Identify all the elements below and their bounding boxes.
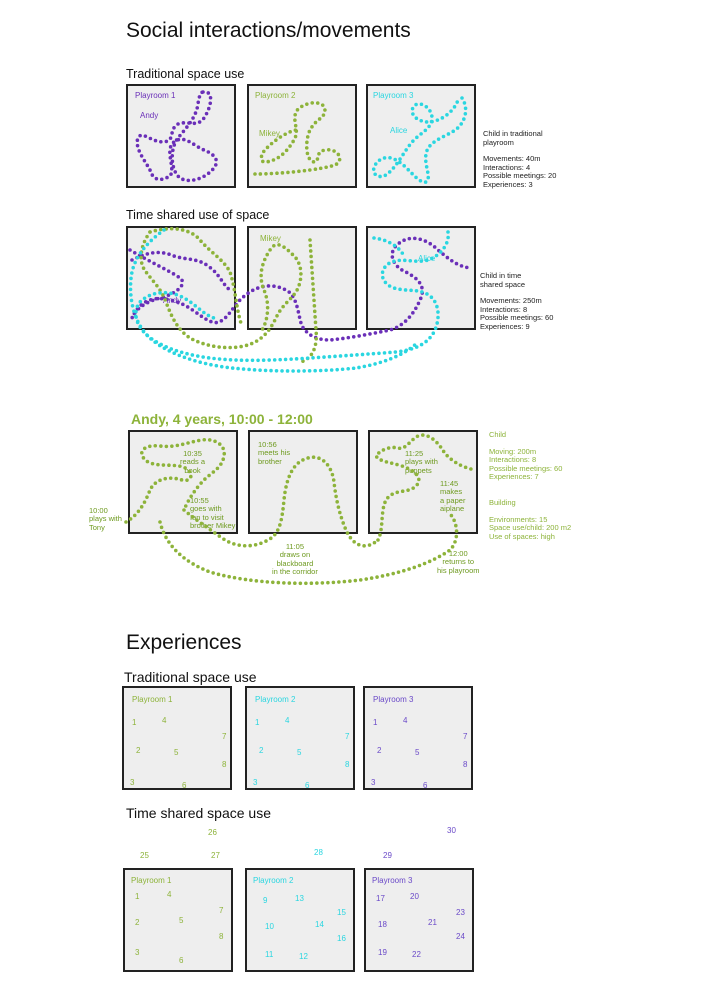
experience-number: 8 — [219, 932, 224, 941]
playroom-3-label: Playroom 3 — [373, 91, 414, 100]
experience-number: 3 — [130, 778, 135, 787]
experience-number: 16 — [337, 934, 346, 943]
alice-path — [374, 98, 466, 182]
exp-ts-room-label: Playroom 3 — [372, 876, 413, 885]
experience-number: 3 — [253, 778, 258, 787]
ts-mikey-path — [141, 232, 301, 348]
float-num: 28 — [314, 848, 323, 857]
event-1000: 10:00 plays with Tony — [89, 506, 122, 532]
float-num: 25 — [140, 851, 149, 860]
event-1035: 10:35 reads a book — [180, 449, 206, 475]
exp-traditional-heading: Traditional space use — [124, 669, 257, 685]
experience-number: 6 — [182, 781, 187, 790]
playroom-2-label: Playroom 2 — [255, 91, 296, 100]
timeshared-stats: Child in time shared space Movements: 250m Interactions: 8 Possible meetings: 60 Experiences: 9 — [480, 271, 554, 331]
exp-ts-room-label: Playroom 1 — [131, 876, 172, 885]
experience-number: 18 — [378, 920, 387, 929]
ts-alice-label: Alice — [418, 254, 436, 263]
mikey-path — [255, 103, 340, 174]
traditional-heading: Traditional space use — [126, 67, 245, 81]
experiences-title: Experiences — [126, 631, 242, 654]
experience-number: 21 — [428, 918, 437, 927]
float-num: 30 — [447, 826, 456, 835]
experience-number: 19 — [378, 948, 387, 957]
experience-number: 1 — [132, 718, 137, 727]
event-1056: 10:56 meets his brother — [258, 440, 291, 466]
experience-number: 6 — [179, 956, 184, 965]
experience-number: 8 — [463, 760, 468, 769]
experience-number: 3 — [135, 948, 140, 957]
experience-number: 5 — [415, 748, 420, 757]
experience-number: 20 — [410, 892, 419, 901]
andy-day-path — [126, 440, 224, 522]
experience-number: 23 — [456, 908, 465, 917]
experience-number: 2 — [135, 918, 140, 927]
experience-number: 7 — [345, 732, 350, 741]
andy-path — [137, 92, 216, 181]
ts-andy-path — [130, 238, 470, 340]
experience-number: 4 — [167, 890, 172, 899]
ts-andy-label: Andy — [163, 296, 182, 305]
ts-mikey-label: Mikey — [260, 234, 281, 243]
experience-number: 17 — [376, 894, 385, 903]
experience-number: 9 — [263, 896, 268, 905]
playroom-1-label: Playroom 1 — [135, 91, 176, 100]
event-1055: 10:55 goes with Ian to visit brother Mikey — [190, 496, 236, 531]
timeshared-heading: Time shared use of space — [126, 208, 270, 222]
experience-number: 2 — [259, 746, 264, 755]
experience-number: 6 — [305, 781, 310, 790]
experience-number: 1 — [373, 718, 378, 727]
float-num: 26 — [208, 828, 217, 837]
experience-number: 4 — [403, 716, 408, 725]
experience-number: 24 — [456, 932, 465, 941]
exp-trad-room-label: Playroom 3 — [373, 695, 414, 704]
experience-number: 4 — [285, 716, 290, 725]
experience-number: 8 — [345, 760, 350, 769]
building-stats: Building Environments: 15 Space use/child: 200 m2 Use of spaces: high — [489, 498, 572, 541]
exp-trad-room-label: Playroom 2 — [255, 695, 296, 704]
experience-number: 11 — [265, 950, 274, 959]
experience-number: 2 — [136, 746, 141, 755]
experience-number: 7 — [219, 906, 224, 915]
experience-number: 15 — [337, 908, 346, 917]
experience-number: 3 — [371, 778, 376, 787]
experience-number: 5 — [174, 748, 179, 757]
experience-number: 22 — [412, 950, 421, 959]
exp-trad-room-label: Playroom 1 — [132, 695, 173, 704]
traditional-stats: Child in traditional playroom Movements: 40m Interactions: 4 Possible meetings: 20 Experiences: 3 — [483, 129, 557, 189]
andy-label: Andy — [140, 111, 159, 120]
exp-ts-room-label: Playroom 2 — [253, 876, 294, 885]
event-1145: 11:45 makes a paper aiplane — [440, 479, 466, 514]
page-title: Social interactions/movements — [126, 19, 411, 42]
event-1125: 11:25 plays with puppets — [405, 449, 438, 475]
experience-number: 10 — [265, 922, 274, 931]
experience-number: 12 — [299, 952, 308, 961]
float-num: 29 — [383, 851, 392, 860]
experience-number: 7 — [463, 732, 468, 741]
andy-title: Andy, 4 years, 10:00 - 12:00 — [131, 411, 313, 427]
experience-number: 6 — [423, 781, 428, 790]
event-1105: 11:05 draws on blackboard in the corridor — [272, 542, 318, 577]
experience-number: 1 — [135, 892, 140, 901]
experience-number: 13 — [295, 894, 304, 903]
event-1200: 12:00 returns to his playroom — [437, 549, 480, 575]
child-stats: Child Moving: 200m Interactions: 8 Possible meetings: 60 Experiences: 7 — [489, 430, 563, 482]
experience-number: 1 — [255, 718, 260, 727]
float-num: 27 — [211, 851, 220, 860]
alice-label: Alice — [390, 126, 408, 135]
experience-number: 7 — [222, 732, 227, 741]
exp-timeshared-heading: Time shared space use — [126, 805, 271, 821]
experience-number: 2 — [377, 746, 382, 755]
experience-number: 8 — [222, 760, 227, 769]
mikey-label: Mikey — [259, 129, 280, 138]
experience-number: 14 — [315, 920, 324, 929]
experience-number: 4 — [162, 716, 167, 725]
experience-number: 5 — [179, 916, 184, 925]
experience-number: 5 — [297, 748, 302, 757]
